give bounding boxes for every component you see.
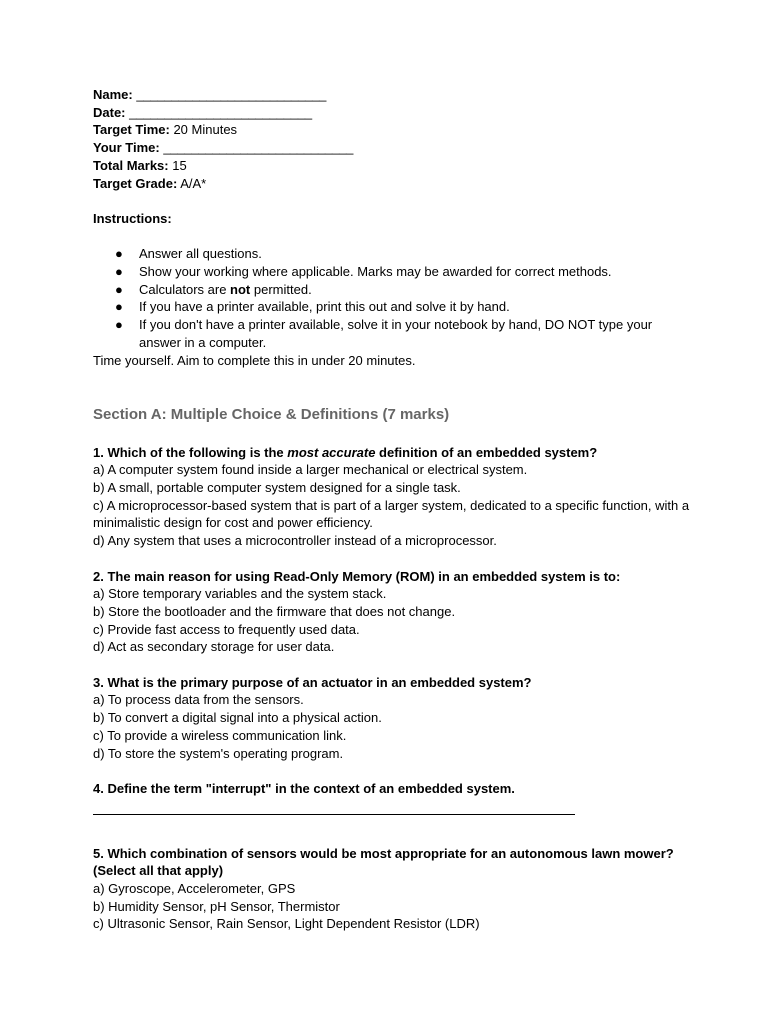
question-emphasis: most accurate (287, 444, 376, 460)
question-text: 3. What is the primary purpose of an actuator in an embedded system? (93, 674, 532, 690)
worksheet-content (93, 86, 693, 933)
instructions-heading-text: Instructions: (93, 210, 172, 226)
target-grade-label: Target Grade: (93, 175, 178, 191)
instruction-emphasis: not (230, 281, 251, 297)
option-a[interactable]: a) Gyroscope, Accelerometer, GPS (93, 881, 296, 897)
your-time-row (93, 139, 693, 157)
spacer (93, 369, 693, 387)
list-item (93, 281, 693, 299)
instructions-list (93, 245, 693, 351)
bullet-icon: ● (115, 317, 123, 333)
your-time-label: Your Time: (93, 140, 160, 156)
name-blank[interactable]: ___________________________ (136, 87, 327, 102)
target-time-value: 20 Minutes (173, 122, 238, 138)
option-d[interactable]: d) Any system that uses a microcontroller instead of a microprocessor. (93, 533, 497, 549)
instructions-footer: Time yourself. Aim to complete this in under 20 minutes. (93, 352, 416, 368)
option-d[interactable]: d) To store the system's operating program. (93, 745, 344, 761)
date-blank[interactable]: __________________________ (129, 104, 312, 120)
question-2 (93, 568, 693, 657)
option-c[interactable]: c) Ultrasonic Sensor, Rain Sensor, Light Dependent Resistor (LDR) (93, 916, 480, 932)
spacer (93, 228, 693, 246)
question-text: 1. Which of the following is the (93, 444, 288, 460)
option-c[interactable]: c) To provide a wireless communication link. (93, 727, 347, 743)
date-row (93, 104, 693, 122)
instruction-text: Show your working where applicable. Marks may be awarded for correct methods. (139, 264, 612, 279)
instructions-heading (93, 210, 693, 228)
question-4-text (93, 780, 693, 798)
option-a[interactable]: a) Store temporary variables and the system stack. (93, 586, 387, 602)
option-a[interactable]: a) A computer system found inside a larger mechanical or electrical system. (93, 462, 528, 478)
option-b[interactable]: b) A small, portable computer system designed for a single task. (93, 480, 461, 495)
instruction-text: If you don't have a printer available, solve it in your notebook by hand, DO NOT type your answer in a computer. (139, 317, 653, 350)
question-5-text (93, 845, 693, 880)
question-text: 5. Which combination of sensors would be most appropriate for an autonomous lawn mower? (Select all that apply) (93, 845, 674, 879)
option-c[interactable]: c) A microprocessor-based system that is part of a larger system, dedicated to a specific function, with a minimalistic design for cost and power efficiency. (93, 497, 690, 531)
option-c[interactable]: c) Provide fast access to frequently used data. (93, 621, 360, 637)
name-row (93, 86, 693, 104)
option-b[interactable]: b) Humidity Sensor, pH Sensor, Thermistor (93, 898, 340, 914)
target-grade-value: A/A* (180, 175, 207, 191)
question-2-text (93, 568, 693, 586)
question-3-text (93, 674, 693, 692)
list-item (93, 316, 693, 351)
question-5 (93, 845, 693, 934)
total-marks-label: Total Marks: (93, 157, 169, 173)
question-text: 4. Define the term "interrupt" in the context of an embedded system. (93, 780, 515, 796)
bullet-icon: ● (115, 281, 123, 297)
name-label: Name: (93, 87, 133, 102)
target-time-label: Target Time: (93, 122, 170, 138)
instruction-text: If you have a printer available, print this out and solve it by hand. (139, 299, 510, 315)
instruction-text: permitted. (250, 281, 312, 297)
question-1 (93, 444, 693, 550)
list-item (93, 298, 693, 316)
list-item (93, 245, 693, 263)
your-time-blank[interactable]: ___________________________ (163, 140, 354, 156)
question-text: definition of an embedded system? (375, 444, 598, 460)
answer-line[interactable] (93, 802, 575, 815)
section-a-title: Section A: Multiple Choice & Definitions (7 marks) (93, 405, 450, 423)
target-grade-row (93, 175, 693, 193)
question-3 (93, 674, 693, 763)
option-a[interactable]: a) To process data from the sensors. (93, 692, 304, 708)
bullet-icon: ● (115, 264, 123, 279)
option-b[interactable]: b) Store the bootloader and the firmware that does not change. (93, 603, 456, 619)
question-4 (93, 780, 693, 815)
question-1-text (93, 444, 693, 462)
date-label: Date: (93, 104, 126, 120)
question-text: 2. The main reason for using Read-Only Memory (ROM) in an embedded system is to: (93, 568, 621, 584)
total-marks-row (93, 157, 693, 175)
list-item (93, 263, 693, 281)
spacer (93, 192, 693, 210)
target-time-row (93, 121, 693, 139)
option-d[interactable]: d) Act as secondary storage for user data. (93, 639, 335, 655)
total-marks-value: 15 (172, 157, 187, 173)
instruction-text: Answer all questions. (139, 246, 262, 262)
bullet-icon: ● (115, 299, 123, 315)
bullet-icon: ● (115, 246, 123, 262)
instruction-text: Calculators are (139, 281, 231, 297)
option-b[interactable]: b) To convert a digital signal into a physical action. (93, 710, 382, 726)
